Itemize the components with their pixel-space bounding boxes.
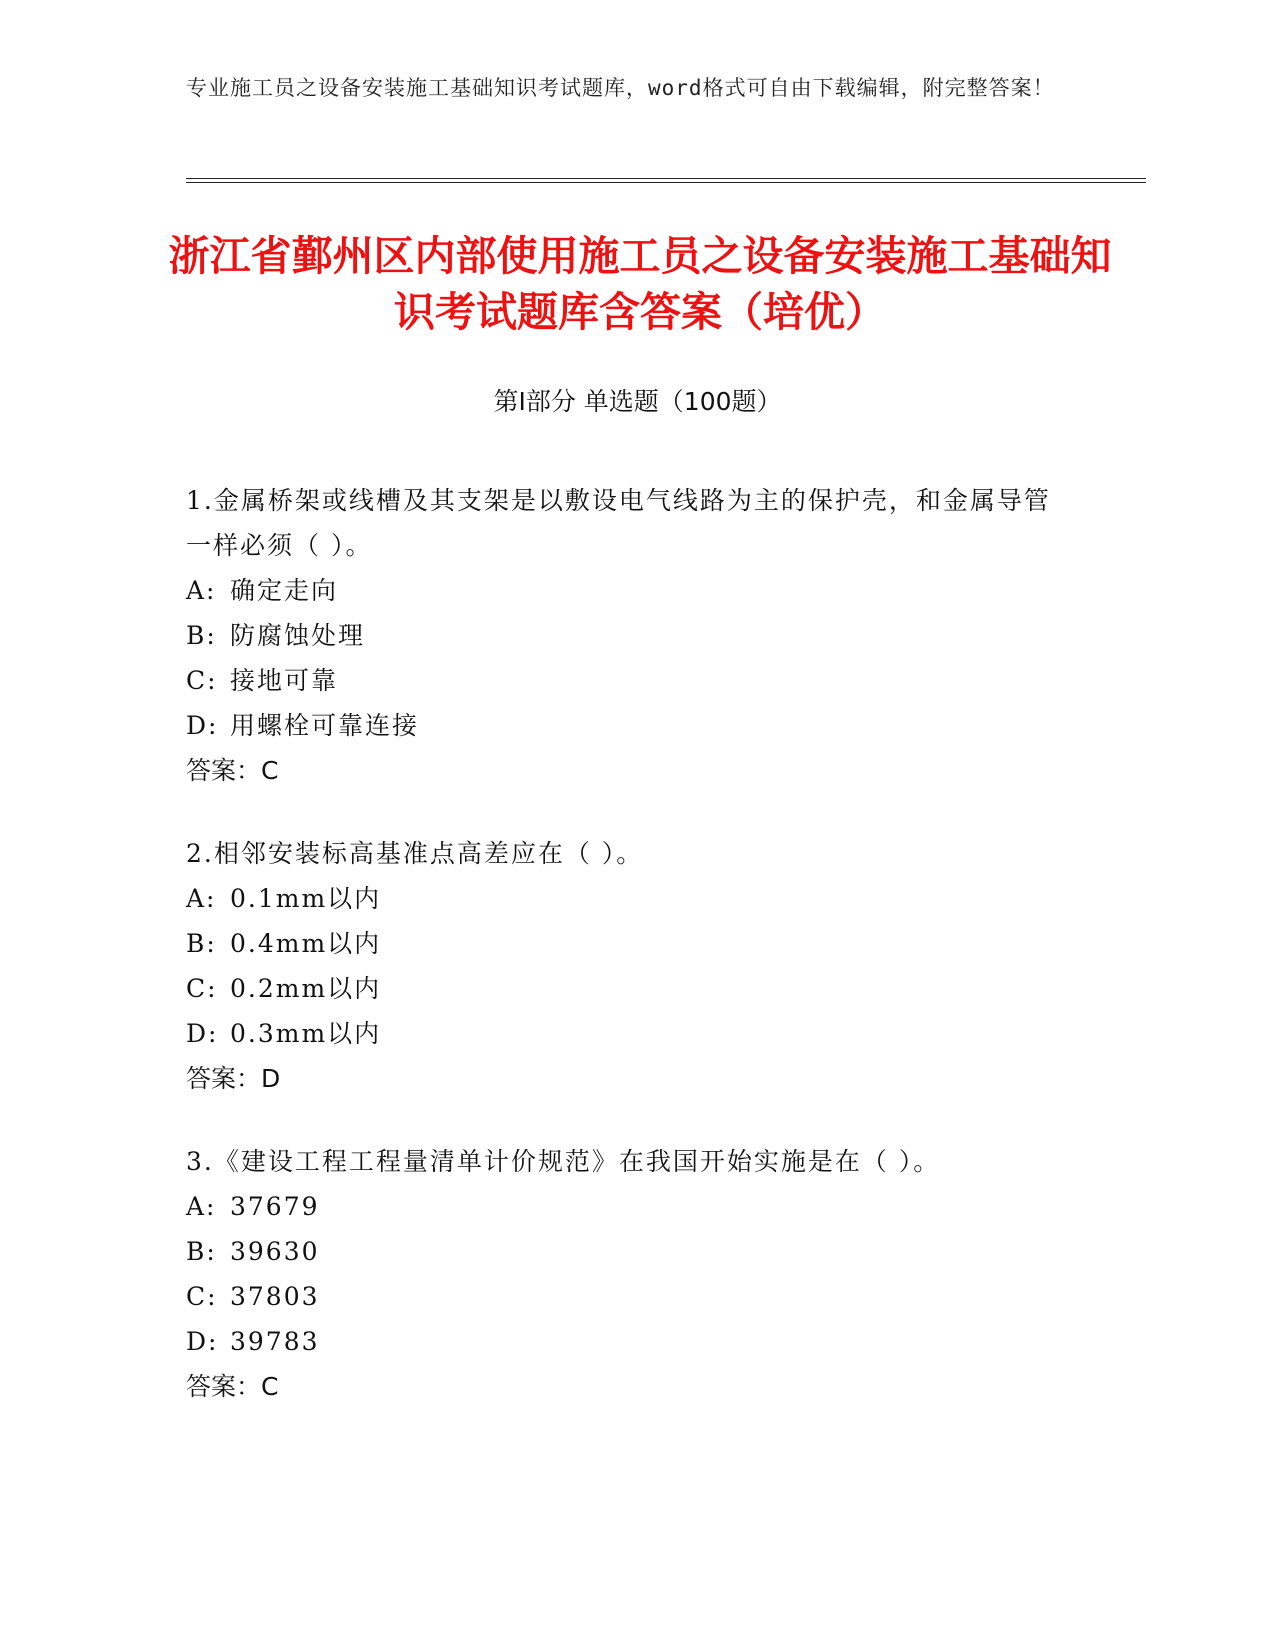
option-c <box>186 966 1066 1011</box>
option-d <box>186 1319 1066 1364</box>
option-b <box>186 613 1066 658</box>
question-3 <box>186 1139 1066 1409</box>
option-text: 0.3mm以内 <box>230 1019 382 1048</box>
option-letter: D: <box>186 711 219 740</box>
header-note: 专业施工员之设备安装施工基础知识考试题库，word格式可自由下载编辑，附完整答案！ <box>186 76 1055 100</box>
header-rule-bottom <box>186 182 1146 183</box>
option-text: 0.1mm以内 <box>230 884 382 913</box>
option-text: 0.4mm以内 <box>230 929 382 958</box>
option-text: 用螺栓可靠连接 <box>230 711 420 740</box>
question-2 <box>186 831 1066 1101</box>
option-letter: D: <box>186 1327 219 1356</box>
option-text: 37679 <box>230 1192 320 1221</box>
option-a <box>186 568 1066 613</box>
option-text: 防腐蚀处理 <box>230 621 366 650</box>
option-letter: C: <box>186 1282 218 1311</box>
question-stem: 1.金属桥架或线槽及其支架是以敷设电气线路为主的保护壳，和金属导管一样必须（ ）。 <box>186 486 1051 560</box>
document-title: 浙江省鄞州区内部使用施工员之设备安装施工基础知识考试题库含答案（培优） <box>168 232 1112 336</box>
answer-line: 答案：C <box>186 1372 279 1401</box>
question-stem: 3.《建设工程工程量清单计价规范》在我国开始实施是在（ ）。 <box>186 1147 941 1176</box>
option-letter: B: <box>186 1237 217 1266</box>
option-letter: A: <box>186 884 217 913</box>
header-rule-top <box>186 178 1146 179</box>
option-letter: C: <box>186 974 218 1003</box>
option-c <box>186 1274 1066 1319</box>
option-letter: C: <box>186 666 218 695</box>
option-d <box>186 703 1066 748</box>
option-d <box>186 1011 1066 1056</box>
option-letter: A: <box>186 1192 217 1221</box>
option-text: 接地可靠 <box>230 666 339 695</box>
option-text: 0.2mm以内 <box>230 974 382 1003</box>
option-text: 39630 <box>230 1237 320 1266</box>
option-a <box>186 1184 1066 1229</box>
section-heading: 第Ⅰ部分 单选题（100题） <box>493 387 782 416</box>
option-text: 39783 <box>230 1327 320 1356</box>
option-text: 确定走向 <box>230 576 339 605</box>
option-letter: A: <box>186 576 217 605</box>
question-1 <box>186 478 1066 793</box>
option-text: 37803 <box>230 1282 320 1311</box>
question-list <box>186 478 1066 1447</box>
option-b <box>186 1229 1066 1274</box>
option-letter: D: <box>186 1019 219 1048</box>
option-letter: B: <box>186 621 217 650</box>
question-stem: 2.相邻安装标高基准点高差应在（ ）。 <box>186 839 644 868</box>
option-c <box>186 658 1066 703</box>
answer-line: 答案：C <box>186 756 279 785</box>
option-a <box>186 876 1066 921</box>
option-b <box>186 921 1066 966</box>
answer-line: 答案：D <box>186 1064 281 1093</box>
option-letter: B: <box>186 929 217 958</box>
